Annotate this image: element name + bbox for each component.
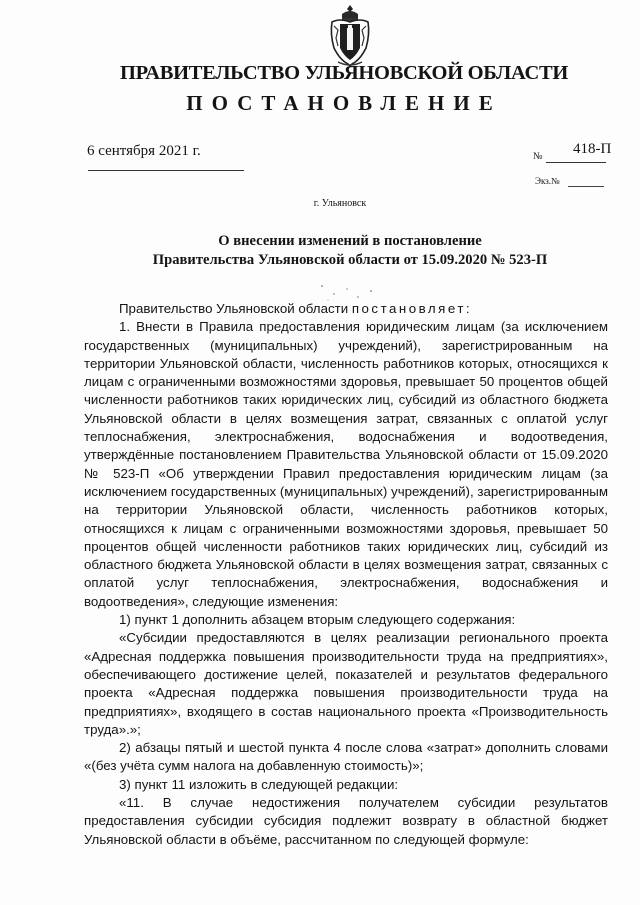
number-underline <box>546 162 606 163</box>
copy-number-label: Экз.№ <box>535 176 560 186</box>
document-heading <box>100 232 600 270</box>
body-paragraph: 2) абзацы пятый и шестой пункта 4 после слова «затрат» дополнить словами «(без учёта сумм налога на добавленную стоимость)»; <box>84 740 608 774</box>
copy-number-underline <box>568 186 604 187</box>
body-paragraph: «11. В случае недостижения получателем субсидии результатов предоставления субсидии субсидия подлежит возврату в областной бюджет Ульяновской области в объёме, рассчитанном по следующей формуле: <box>84 795 608 847</box>
intro-paragraph <box>84 300 608 318</box>
document-body <box>84 300 608 849</box>
number-sign: № <box>533 151 543 162</box>
date-underline <box>88 170 244 171</box>
body-paragraph: 1. Внести в Правила предоставления юридическим лицам (за исключением государственных (муниципальных) учреждений), зарегистрированным на территории Ульяновской области, численность работников которых, относящихся к лицам с ограниченными возможностями здоровья, превышает 50 процентов общей численности работников таких юридических лиц, субсидий из областного бюджета Ульяновской области в целях возмещения затрат, связанных с оплатой услуг теплоснабжения, электроснабжения, водоснабжения и водоотведения, утверждённые постановлением Правительства Ульяновской области от 15.09.2020 № 523-П «Об утверждении Правил предоставления юридическим лицам (за исключением государственных (муниципальных) учреждений), зарегистрированным на территории Ульяновской области, численность работников которых, относящихся к лицам с ограниченными возможностями здоровья, превышает 50 процентов общей численности работников таких юридических лиц, субсидий из областного бюджета Ульяновской области в целях возмещения затрат, связанных с оплатой услуг теплоснабжения, электроснабжения, водоснабжения и водоотведения», следующие изменения: <box>84 319 608 609</box>
body-paragraph: «Субсидии предоставляются в целях реализации регионального проекта «Адресная поддержка повышения производительности труда на предприятиях», обеспечивающего достижение целей, показателей и результатов федерального проекта «Адресная поддержка повышения производительности труда на предприятиях», входящего в состав национального проекта «Производительность труда».»; <box>84 630 608 737</box>
document-date: 6 сентября 2021 г. <box>87 143 201 159</box>
government-name: ПРАВИТЕЛЬСТВО УЛЬЯНОВСКОЙ ОБЛАСТИ <box>119 62 569 84</box>
heading-line-2: Правительства Ульяновской области от 15.09.2020 № 523-П <box>152 252 548 268</box>
body-paragraph: 3) пункт 11 изложить в следующей редакции: <box>119 776 399 792</box>
body-paragraph: 1) пункт 1 дополнить абзацем вторым следующего содержания: <box>119 612 516 628</box>
heading-line-1: О внесении изменений в постановление <box>218 233 482 249</box>
intro-prefix: Правительство Ульяновской области <box>119 301 352 316</box>
document-type: ПОСТАНОВЛЕНИЕ <box>186 91 502 115</box>
document-number: 418-П <box>573 141 612 157</box>
coat-of-arms-emblem <box>328 4 372 68</box>
city-label: г. Ульяновск <box>313 198 367 209</box>
intro-verb: постановляет: <box>351 301 473 316</box>
